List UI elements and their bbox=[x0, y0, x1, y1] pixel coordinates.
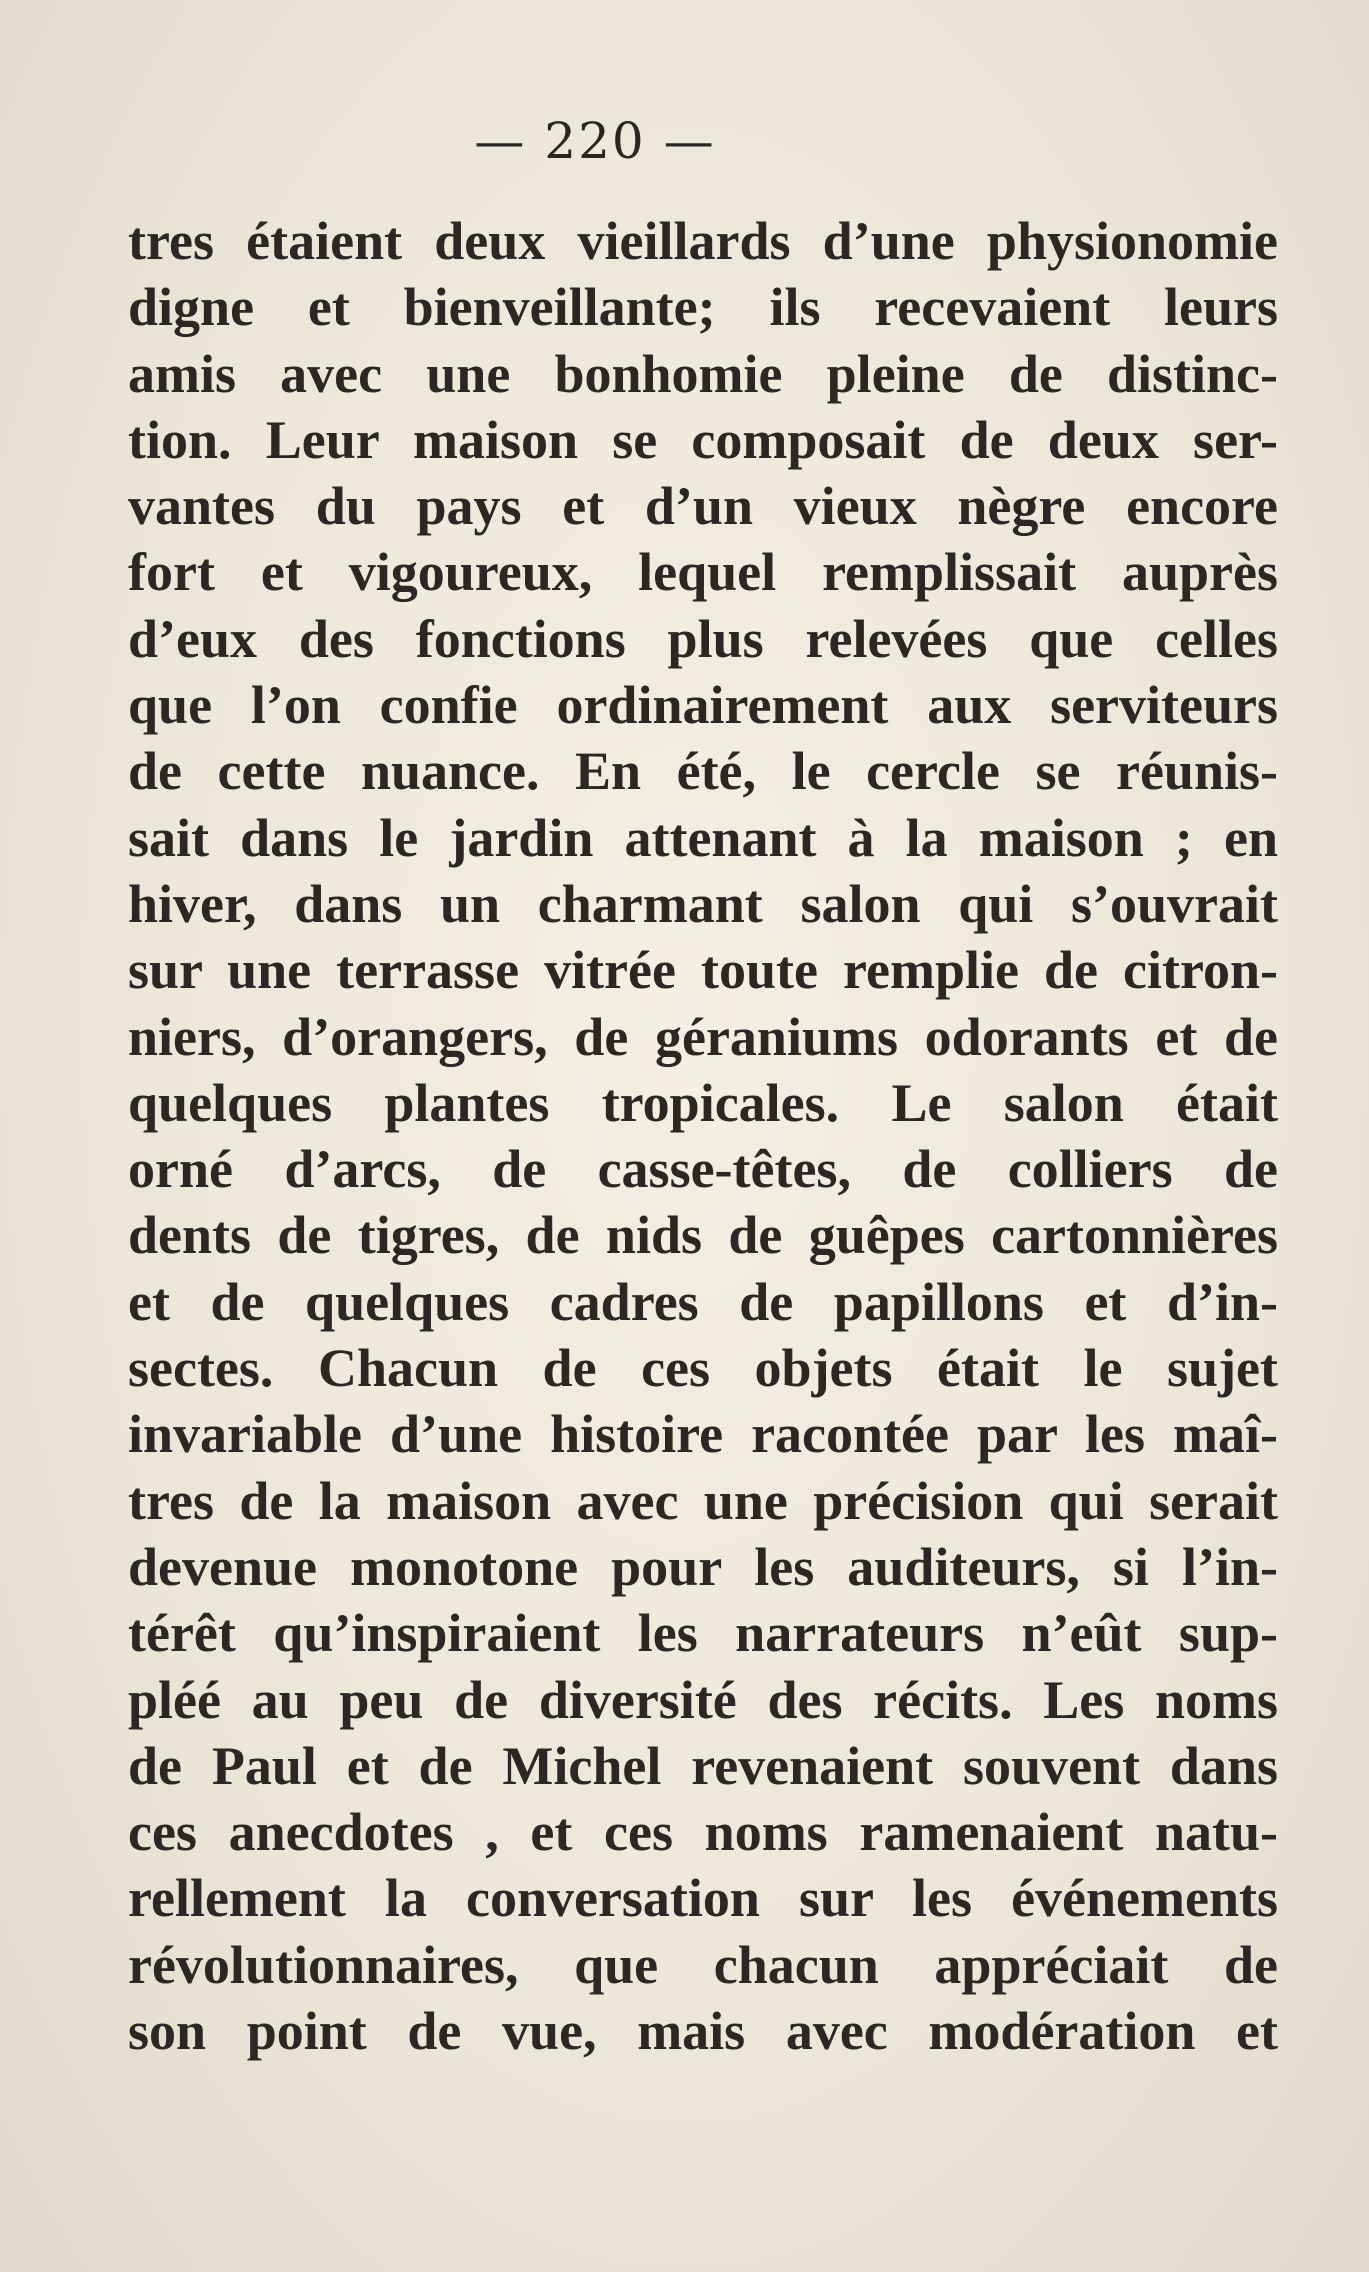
text-line: niers, d’orangers, de géraniums odorants et de bbox=[128, 1006, 1278, 1067]
text-line: térêt qu’inspiraient les narrateurs n’eût sup- bbox=[128, 1603, 1278, 1664]
text-line: pléé au peu de diversité des récits. Les noms bbox=[128, 1669, 1278, 1730]
text-line: orné d’arcs, de casse-têtes, de colliers de bbox=[128, 1139, 1278, 1200]
body-text bbox=[128, 208, 1278, 2064]
text-line: que l’on confie ordinairement aux serviteurs bbox=[128, 675, 1278, 736]
text-line: de Paul et de Michel revenaient souvent dans bbox=[128, 1735, 1278, 1796]
text-line: tres de la maison avec une précision qui serait bbox=[128, 1470, 1278, 1531]
text-line: quelques plantes tropicales. Le salon était bbox=[128, 1072, 1278, 1133]
text-line: digne et bienveillante; ils recevaient leurs bbox=[128, 277, 1278, 338]
text-line: tion. Leur maison se composait de deux ser- bbox=[128, 409, 1278, 470]
text-line: sectes. Chacun de ces objets était le sujet bbox=[128, 1338, 1278, 1399]
text-line: sur une terrasse vitrée toute remplie de citron- bbox=[128, 940, 1278, 1001]
text-line: fort et vigoureux, lequel remplissait auprès bbox=[128, 542, 1278, 603]
text-line: invariable d’une histoire racontée par les maî- bbox=[128, 1404, 1278, 1465]
text-line: dents de tigres, de nids de guêpes cartonnières bbox=[128, 1205, 1278, 1266]
text-line: de cette nuance. En été, le cercle se réunis- bbox=[128, 741, 1278, 802]
text-line: révolutionnaires, que chacun appréciait de bbox=[128, 1934, 1278, 1995]
text-line: amis avec une bonhomie pleine de distinc- bbox=[128, 343, 1278, 404]
text-line: son point de vue, mais avec modération et bbox=[128, 2001, 1278, 2062]
text-line: tres étaient deux vieillards d’une physionomie bbox=[128, 211, 1278, 271]
text-line: devenue monotone pour les auditeurs, si l’in- bbox=[128, 1536, 1278, 1597]
text-line: ces anecdotes , et ces noms ramenaient natu- bbox=[128, 1802, 1278, 1863]
page-number: — 220 — bbox=[474, 112, 716, 170]
text-line: vantes du pays et d’un vieux nègre encore bbox=[128, 476, 1278, 537]
text-line: d’eux des fonctions plus relevées que celles bbox=[128, 608, 1278, 669]
text-line: hiver, dans un charmant salon qui s’ouvrait bbox=[128, 873, 1278, 934]
text-line: sait dans le jardin attenant à la maison ; en bbox=[128, 807, 1278, 868]
text-line: et de quelques cadres de papillons et d’in- bbox=[128, 1271, 1278, 1332]
text-line: rellement la conversation sur les événements bbox=[128, 1868, 1278, 1929]
